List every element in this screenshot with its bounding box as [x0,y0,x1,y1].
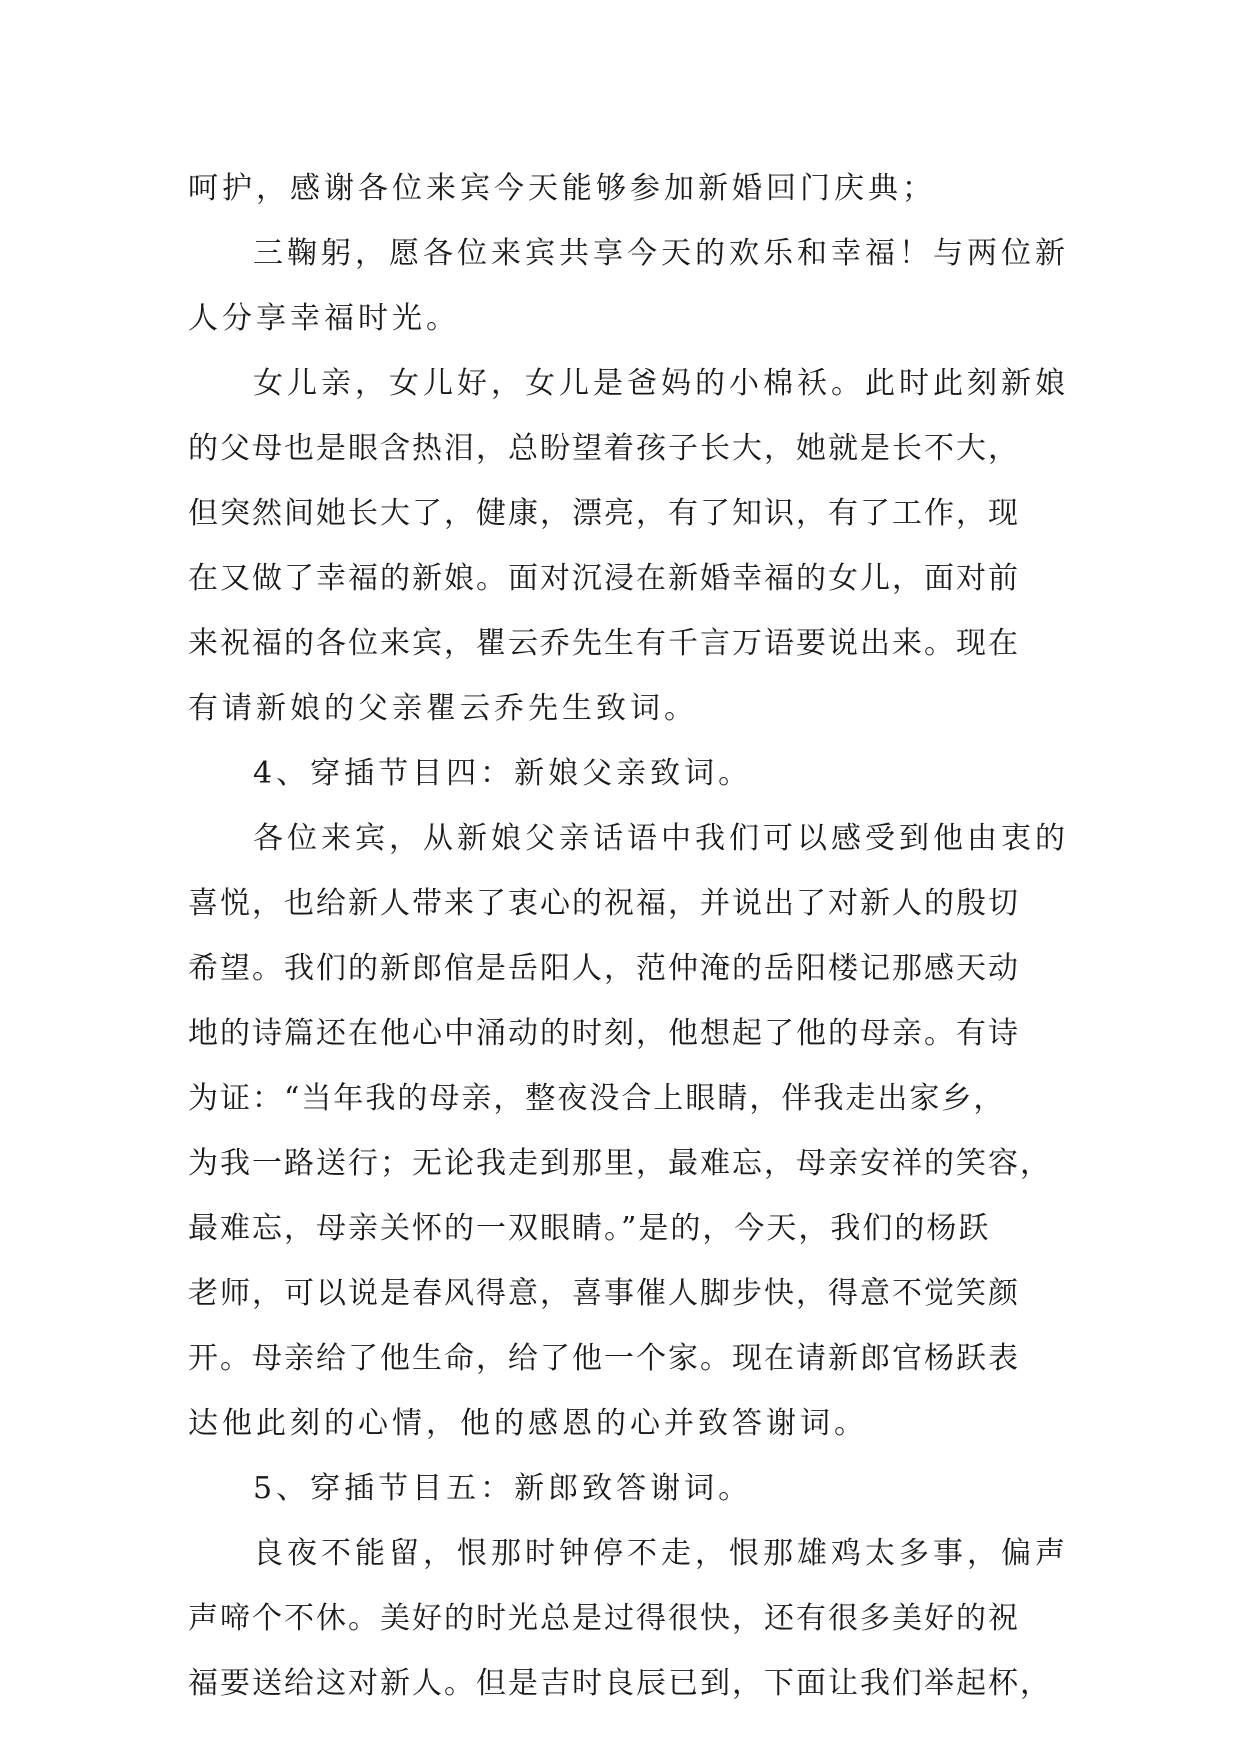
text-line: 老师，可以说是春风得意，喜事催人脚步快，得意不觉笑颜 [188,1276,1020,1311]
text-line: 各位来宾，从新娘父亲话语中我们可以感受到他由衷的 [253,821,1069,856]
text-line: 的父母也是眼含热泪，总盼望着孩子长大，她就是长不大， [188,431,1020,466]
text-line: 达他此刻的心情，他的感恩的心并致答谢词。 [188,1406,868,1441]
text-line: 为证：“当年我的母亲，整夜没合上眼睛，伴我走出家乡， [188,1081,1006,1116]
text-line: 地的诗篇还在他心中涌动的时刻，他想起了他的母亲。有诗 [188,1016,1020,1051]
text-line: 开。母亲给了他生命，给了他一个家。现在请新郎官杨跃表 [188,1341,1020,1376]
section-heading: 5、穿插节目五：新郎致答谢词。 [253,1471,753,1506]
text-line: 三鞠躬，愿各位来宾共享今天的欢乐和幸福！与两位新 [253,236,1069,271]
text-line: 有请新娘的父亲瞿云乔先生致词。 [188,691,698,726]
text-line: 在又做了幸福的新娘。面对沉浸在新婚幸福的女儿，面对前 [188,561,1020,596]
text-line: 来祝福的各位来宾，瞿云乔先生有千言万语要说出来。现在 [188,626,1020,661]
section-heading: 4、穿插节目四：新娘父亲致词。 [253,756,753,791]
text-line: 女儿亲，女儿好，女儿是爸妈的小棉袄。此时此刻新娘 [253,366,1069,401]
text-line: 人分享幸福时光。 [188,301,460,336]
text-line: 呵护，感谢各位来宾今天能够参加新婚回门庆典； [188,171,936,206]
text-line: 但突然间她长大了，健康，漂亮，有了知识，有了工作，现 [188,496,1020,531]
text-line: 喜悦，也给新人带来了衷心的祝福，并说出了对新人的殷切 [188,886,1020,921]
text-line: 良夜不能留，恨那时钟停不走，恨那雄鸡太多事，偏声 [253,1536,1069,1571]
text-line: 希望。我们的新郎倌是岳阳人，范仲淹的岳阳楼记那感天动 [188,951,1020,986]
text-line: 声啼个不休。美好的时光总是过得很快，还有很多美好的祝 [188,1601,1020,1636]
text-line: 福要送给这对新人。但是吉时良辰已到，下面让我们举起杯， [188,1666,1052,1701]
text-line: 为我一路送行；无论我走到那里，最难忘，母亲安祥的笑容， [188,1146,1052,1181]
text-line: 最难忘，母亲关怀的一双眼睛。”是的，今天，我们的杨跃 [188,1211,991,1246]
